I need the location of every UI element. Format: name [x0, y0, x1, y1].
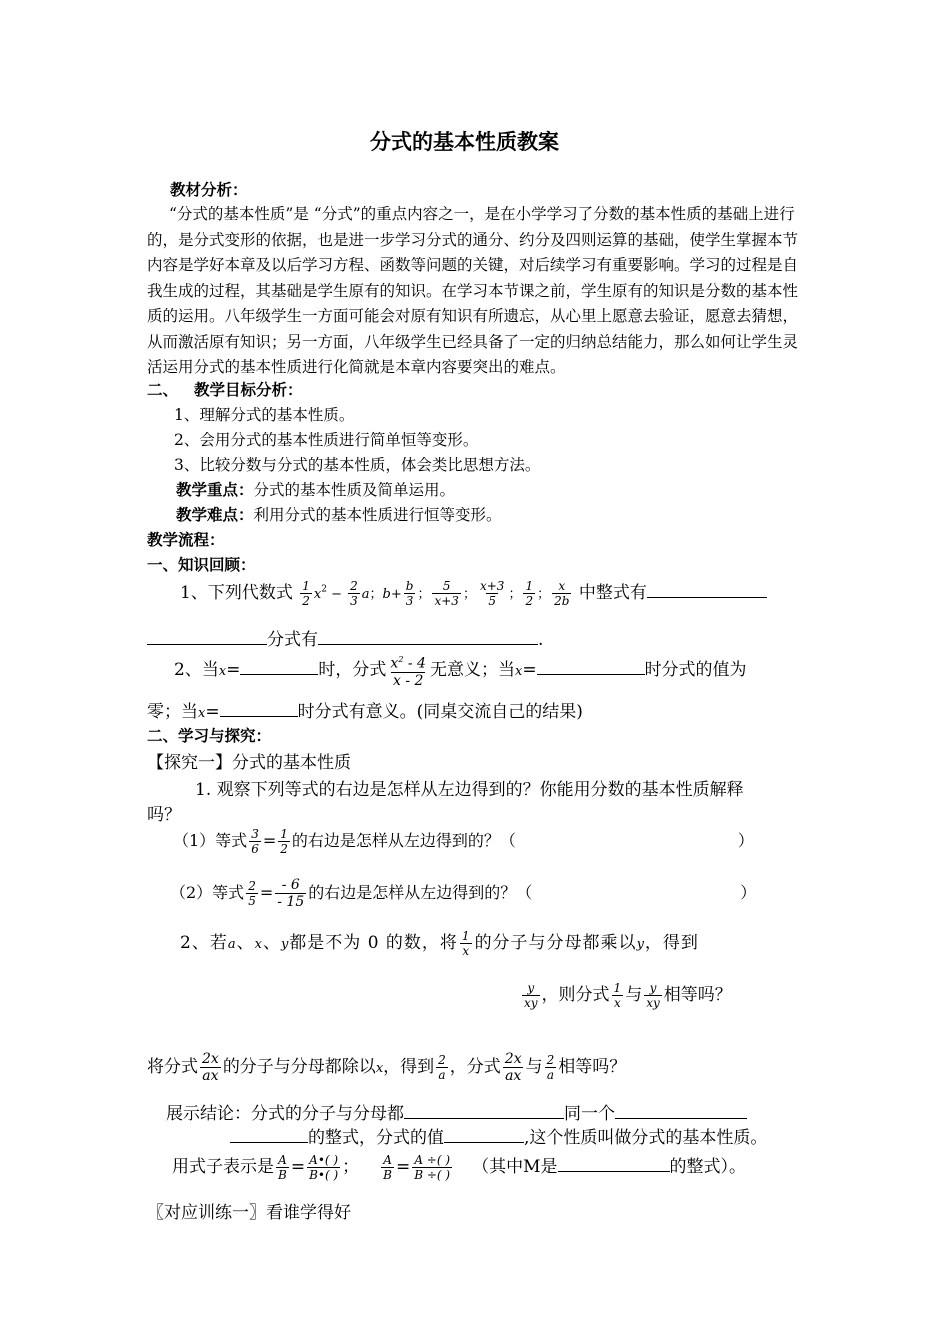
math-expression: $\frac{2}{5}$ [248, 879, 256, 908]
key-point-label: 教学重点： [176, 480, 254, 499]
review-q2-text: 时分式有意义。(同桌交流自己的结果) [297, 702, 583, 722]
formula-text: （其中M是 [472, 1157, 558, 1177]
answer-blank[interactable] [230, 1125, 308, 1143]
section-heading-material: 教材分析： [170, 180, 248, 199]
formula-text: 用式子表示是 [172, 1157, 274, 1177]
review-q1-fraction-label: 分式有 [267, 630, 318, 650]
goal-item-2: 2、会用分式的基本性质进行简单恒等变形。 [174, 431, 479, 449]
answer-blank[interactable] [558, 1154, 670, 1172]
conclusion-line2 [230, 1123, 767, 1148]
review-q2-text: 零；当 [147, 702, 198, 722]
q2-text: 相等吗？ [663, 985, 732, 1005]
eq2-text: ） [740, 883, 757, 902]
conclusion-text: 的整式，分式的值 [308, 1128, 444, 1148]
formula-line: 用式子表示是 $\frac{A}{B}$ = $\frac{A•( )}{B•( )}$ ； $\frac{A}{B}$ = $\frac{A \div( )}{B \div( )}$ （其中M是 的整式）。 [172, 1153, 747, 1182]
review-q1-prefix: 1、下列代数式 [180, 583, 293, 603]
review-q2: 2、当x= 时，分式 $\frac{x^2 - 4}{x - 2}$ 无意义；当x= 时分式的值为 [174, 652, 747, 689]
answer-blank[interactable] [444, 1125, 524, 1143]
conclusion-text: 同一个 [564, 1104, 615, 1124]
difficult-point-text: 利用分式的基本性质进行恒等变形。 [253, 506, 502, 524]
q3-text: 与 [525, 1057, 543, 1077]
flow-heading: 教学流程： [147, 530, 225, 549]
q2-text: ，得到 [644, 933, 699, 953]
q3-text: ，得到 [383, 1057, 435, 1077]
explore-heading: 二、学习与探究： [147, 726, 272, 745]
formula-text: ； [342, 1157, 360, 1177]
eq1-text: 的右边是怎样从左边得到的？（ [291, 831, 516, 850]
eq2-text: （2）等式 [170, 883, 245, 902]
explore-q3: 将分式 $\frac{2x}{ax}$ 的分子与分母都除以x，得到 $\frac{2}{a}$ ，分式 $\frac{2x}{ax}$ 与 $\frac{2}{a}$ 相等吗？ [147, 1051, 627, 1084]
conclusion-text: 展示结论：分式的分子与分母都 [166, 1104, 404, 1124]
answer-blank[interactable] [537, 657, 645, 675]
review-q2-text: 无意义；当 [429, 659, 515, 680]
q2-text: 与 [625, 985, 643, 1005]
review-q2-text: 时，分式 [318, 659, 387, 680]
math-expression: $\frac{A}{B}$ [278, 1153, 287, 1182]
q3-text: ，分式 [449, 1057, 501, 1077]
q2-text: 都是不为 0 的数，将 [289, 933, 458, 953]
explore-q2: 2、若a、x、y都是不为 0 的数，将 $\frac{1}{x}$ 的分子与分母都乘以y，得到 [180, 929, 699, 958]
math-expression: $\frac{3}{6}$ [251, 827, 259, 856]
review-q1-line2 [147, 625, 543, 650]
eq1-text: （1）等式 [173, 831, 248, 850]
eq1-text: ） [737, 831, 754, 850]
answer-blank[interactable] [220, 699, 298, 717]
explore-q1-cont: 吗？ [147, 805, 181, 825]
formula-text: 的整式）。 [669, 1157, 747, 1177]
review-q2-line2: 零；当x= 时分式有意义。(同桌交流自己的结果) [147, 697, 583, 722]
review-q2-text: 时分式的值为 [644, 659, 747, 680]
explore-eq1: （1）等式 $\frac{3}{6}$ = $\frac{1}{2}$ 的右边是怎样从左边得到的？（ ） [173, 827, 754, 856]
review-q2-text: 2、当 [174, 659, 219, 680]
training-heading: 〖对应训练一〗看谁学得好 [147, 1203, 351, 1223]
conclusion [166, 1099, 747, 1124]
answer-blank[interactable] [318, 627, 538, 645]
explore-subheading: 【探究一】分式的基本性质 [147, 753, 351, 773]
explore-eq2: （2）等式 $\frac{2}{5}$ = $\frac{- 6}{- 15}$ 的右边是怎样从左边得到的？（ ） [170, 877, 757, 910]
math-expression: $\frac{y}{xy}$ [524, 981, 538, 1010]
answer-blank[interactable] [240, 657, 318, 675]
q3-text: 的分子与分母都除以 [222, 1057, 376, 1077]
section-heading-goals: 教学目标分析： [194, 380, 303, 399]
difficult-point [176, 503, 502, 525]
review-q1-suffix: 中整式有 [578, 583, 647, 603]
review-q1-end: . [538, 630, 544, 650]
q2-text: 2、若 [180, 933, 228, 953]
math-expression: $\frac{2x}{ax}$ [202, 1051, 219, 1084]
q2-text: 的分子与分母都乘以 [474, 933, 637, 953]
answer-blank[interactable] [615, 1101, 747, 1119]
q3-text: 将分式 [147, 1057, 198, 1077]
goal-item-3: 3、比较分数与分式的基本性质，体会类比思想方法。 [174, 456, 541, 474]
math-expression: $\frac{1}{2}$ [302, 579, 310, 608]
material-paragraph: “分式的基本性质”是 “分式”的重点内容之一，是在小学学习了分数的基本性质的基础上进行的，是分式变形的依据，也是进一步学习分式的通分、约分及四则运算的基础，使学生掌握本节内容是学好本章及以后学习方程、函数等问题的关键，对后续学习有重要影响。学习的过程是自我生成的过程，其基础是学生原有的知识。在学习本节课之前，学生原有的知识是分数的基本性质的运用。八年级学生一方面可能会对原有知识有所遗忘，从心里上愿意去验证，愿意去猜想，从而激活原有知识；另一方面，八年级学生已经具备了一定的归纳总结能力，那么如何让学生灵活运用分式的基本性质进行化简就是本章内容要突出的难点。 [147, 205, 799, 376]
goal-item-1: 1、理解分式的基本性质。 [174, 406, 355, 424]
review-q1: 1、下列代数式 $\frac{1}{2}$ $x^2$ − $\frac{2}{3}$ a；b+ $\frac{b}{3}$ ； $\frac{5}{x+3}$ ； $\frac{x+3}{5}$ ； $\frac{1}{2}$ ； $\frac{x}{2b}$ 中整式有 [180, 578, 767, 608]
section-number-2: 二、 [147, 380, 179, 399]
review-heading: 一、知识回顾： [147, 555, 256, 574]
math-expression: $\frac{x^2 - 4}{x - 2}$ [390, 655, 426, 689]
math-expression: $\frac{A}{B}$ [383, 1153, 392, 1182]
page-title: 分式的基本性质教案 [370, 130, 559, 154]
difficult-point-label: 教学难点： [176, 505, 254, 524]
answer-blank[interactable] [147, 627, 267, 645]
answer-blank[interactable] [647, 580, 767, 598]
answer-blank[interactable] [404, 1101, 564, 1119]
eq2-text: 的右边是怎样从左边得到的？（ [308, 883, 533, 902]
math-expression: $\frac{1}{x}$ [461, 929, 471, 958]
explore-q1: 1. 观察下列等式的右边是怎样从左边得到的？你能用分数的基本性质解释 [195, 780, 744, 800]
key-point [176, 478, 455, 500]
key-point-text: 分式的基本性质及简单运用。 [253, 481, 456, 499]
q2-text: ，则分式 [541, 985, 610, 1005]
conclusion-text: ,这个性质叫做分式的基本性质。 [524, 1128, 768, 1148]
q3-text: 相等吗？ [558, 1057, 627, 1077]
explore-q2-line2: $\frac{y}{xy}$ ，则分式 $\frac{1}{x}$ 与 $\frac{y}{xy}$ 相等吗？ [524, 981, 732, 1010]
